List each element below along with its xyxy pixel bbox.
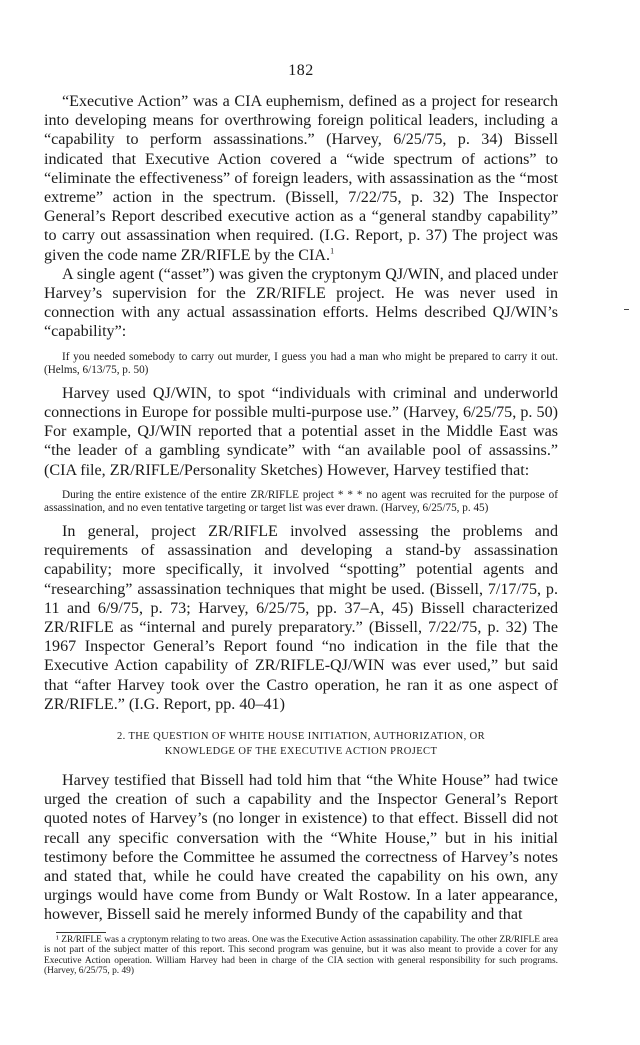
block-quote-harvey: During the entire existence of the entire ZR/RIFLE project * * * no agent was recruited for the purpose of assassination, and no even tentative targeting or target list was ever drawn. (Harvey, 6/25/75, p. 45)	[44, 488, 558, 515]
page-number: 182	[288, 62, 314, 79]
paragraph-text: “Executive Action” was a CIA euphemism, defined as a project for research into developing means for overthrowing foreign political leaders, including a “capability to perform assassinations.” (Harvey, 6/25/75, p. 34) Bissell indicated that Executive Action covered a “wide spectrum of actions” to “eliminate the effectiveness” of foreign leaders, with assassination as the “most extreme” action in the spectrum. (Bissell, 7/22/75, p. 32) The Inspector General’s Report described executive action as a “general standby capability” to carry out assassination when required. (I.G. Report, p. 37) The project was given the code name ZR/RIFLE by the CIA.	[44, 93, 558, 264]
footnote: ¹ ZR/RIFLE was a cryptonym relating to two areas. One was the Executive Action assassination capability. The other ZR/RIFLE area is not part of the subject matter of this report. This second program was genuine, but it was also meant to provide a cover for any Executive Action operation. William Harvey had been in charge of the CIA section with general responsibility for such programs. (Harvey, 6/25/75, p. 49)	[44, 934, 558, 977]
footnote-reference: 1	[330, 246, 335, 256]
block-quote-helms: If you needed somebody to carry out murder, I guess you had a man who might be prepared to carry it out. (Helms, 6/13/75, p. 50)	[44, 350, 558, 377]
paragraph-qjwin-agent: A single agent (“asset”) was given the cryptonym QJ/WIN, and placed under Harvey’s supervision for the ZR/RIFLE project. He was never used in connection with any actual assassination efforts. Helms described QJ/WIN’s “capability”:	[44, 265, 558, 341]
paragraph-white-house: Harvey testified that Bissell had told him that “the White House” had twice urged the creation of such a capability and the Inspector General’s Report quoted notes of Harvey’s (no longer in existence) to that effect. Bissell did not recall any specific conversation with the “White House,” but in his initial testimony before the Committee he assumed the correctness of Harvey’s notes and stated that, while he could have created the capability on his own, any urgings would have come from Bundy or Walt Rostow. In a later appearance, however, Bissell said he merely informed Bundy of the capability and that	[44, 772, 558, 924]
paragraph-executive-action	[44, 92, 558, 265]
paragraph-harvey-qjwin: Harvey used QJ/WIN, to spot “individuals with criminal and underworld connections in Europe for possible multi-purpose use.” (Harvey, 6/25/75, p. 50) For example, QJ/WIN reported that a potential asset in the Middle East was “the leader of a gambling syndicate” with “an available pool of assassins.” (CIA file, ZR/RIFLE/Personality Sketches) However, Harvey testified that:	[44, 384, 558, 479]
margin-mark	[624, 309, 629, 310]
section-heading-line-1: 2. THE QUESTION OF WHITE HOUSE INITIATION, AUTHORIZATION, OR	[116, 731, 486, 743]
paragraph-zr-rifle-general: In general, project ZR/RIFLE involved assessing the problems and requirements of assassination and developing a stand-by assassination capability; more specifically, it involved “spotting” potential agents and “researching” assassination techniques that might be used. (Bissell, 7/17/75, p. 11 and 6/9/75, p. 73; Harvey, 6/25/75, pp. 37–A, 45) Bissell characterized ZR/RIFLE as “internal and purely preparatory.” (Bissell, 7/22/75, p. 32) The 1967 Inspector General’s Report found “no indication in the file that the Executive Action capability of ZR/RIFLE-QJ/WIN was ever used,” but said that “after Harvey took over the Castro operation, he ran it as one aspect of ZR/RIFLE.” (I.G. Report, pp. 40–41)	[44, 523, 558, 713]
section-heading-line-2: KNOWLEDGE OF THE EXECUTIVE ACTION PROJECT	[164, 746, 438, 758]
section-heading	[44, 729, 558, 759]
footnote-divider	[56, 932, 106, 933]
document-page	[44, 62, 558, 977]
